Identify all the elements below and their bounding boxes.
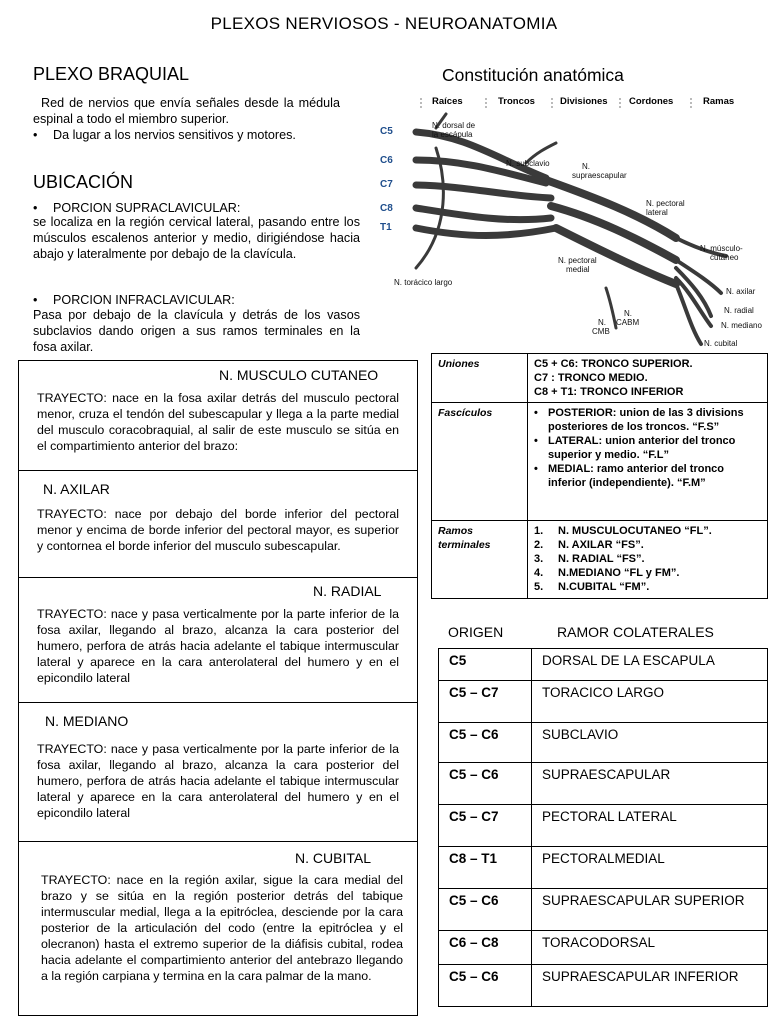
root-t1: T1 — [380, 222, 392, 233]
musculo-name: N. MUSCULO CUTANEO — [219, 367, 379, 383]
label-musculo-2: cutáneo — [710, 253, 739, 262]
label-cmb-2: CMB — [592, 327, 610, 336]
ramo-2: 2. N. AXILAR “FS”. — [534, 539, 644, 551]
label-mediano: N. mediano — [721, 321, 762, 330]
root-c8: C8 — [380, 203, 393, 214]
label-dorsal-2: la escápula — [432, 130, 473, 139]
label-supra-2: supraescapular — [572, 171, 627, 180]
col-troncos: Troncos — [498, 96, 535, 107]
ramo-5: 5. N.CUBITAL “FM”. — [534, 581, 650, 593]
ramos-label: Ramos terminales — [432, 521, 528, 599]
fasciculo-1: • POSTERIOR: union de las 3 divisions posteriores de los troncos. “F.S” — [534, 407, 744, 433]
box-cubital — [18, 842, 418, 1016]
mediano-name: N. MEDIANO — [45, 713, 129, 729]
union-1: C5 + C6: TRONCO SUPERIOR. — [534, 358, 693, 370]
row-ramos — [432, 521, 768, 599]
label-pect-med-1: N. pectoral — [558, 256, 597, 265]
label-axilar: N. axilar — [726, 287, 756, 296]
label-supra-1: N. — [582, 162, 590, 171]
col-ramas: Ramas — [703, 96, 735, 107]
col-divisiones: Divisiones — [560, 96, 608, 107]
infra-title: PORCION INFRACLAVICULAR: — [53, 293, 235, 307]
box-radial — [18, 577, 418, 703]
root-c5: C5 — [380, 126, 393, 137]
ramos-values — [528, 521, 768, 599]
musculo-text: TRAYECTO: nace en la fosa axilar detrás del musculo pectoral menor, cruza el tendón del subescapular y llega a la parte medial del musculo coracobraquial, al salir de este musculo se sitúa en el compartimiento anterior del brazo: — [37, 391, 399, 453]
fasciculos-values — [528, 403, 768, 521]
cubital-text: TRAYECTO: nace en la región axilar, sigue la cara medial del brazo y se sitúa en la región posterior detrás del tabique intermuscular medial, llega a la epitróclea, desciende por la cara posterior de la articulación del codo (entre la epitróclea y el olecranon) hasta el extremo superior de la diáfisis cubital, rodea hacia adelante el compartimiento anterior del antebrazo llegando a la región carpiana y termina en la cara palmar de la mano. — [41, 873, 403, 983]
box-musculo-cutaneo — [18, 360, 418, 471]
ramos-colaterales-table — [438, 648, 768, 1007]
col-cordones: Cordones — [629, 96, 674, 107]
label-subclavio: N. subclavio — [506, 159, 550, 168]
table-row: C5 – C6 SUPRAESCAPULAR INFERIOR — [439, 965, 768, 1007]
ramo-4: 4. N.MEDIANO “FL y FM”. — [534, 567, 680, 579]
supra-text: se localiza en la región cervical lateral, pasando entre los músculos escalenos anterior y medio, dirigiéndose hacia abajo y lateralmente por debajo de la clavícula. — [33, 215, 360, 261]
label-cabm-2: CABM — [616, 318, 640, 327]
plexo-bullet — [33, 127, 340, 143]
union-3: C8 + T1: TRONCO INFERIOR — [534, 386, 684, 398]
label-dorsal-1: N. dorsal de — [432, 121, 476, 130]
nerve-c7 — [416, 185, 551, 198]
plexo-intro: Red de nervios que envía señales desde la médula espinal a todo el miembro superior. — [33, 96, 340, 126]
box-mediano — [18, 702, 418, 842]
box-axilar — [18, 471, 418, 578]
brachial-plexus-diagram — [376, 88, 768, 348]
root-c7: C7 — [380, 179, 393, 190]
table-row: C5 – C7 PECTORAL LATERAL — [439, 805, 768, 847]
cubital-name: N. CUBITAL — [295, 850, 371, 866]
union-2: C7 : TRONCO MEDIO. — [534, 372, 648, 384]
table-row: C8 – T1 PECTORALMEDIAL — [439, 847, 768, 889]
mediano-text: TRAYECTO: nace y pasa verticalmente por la parte inferior de la fosa axilar, llegando al brazo, alcanza la cara posterior del humero, perfora de atrás hacia adelante el tabique intermuscular lateral y aparece en la cara anterolateral del humero y en el epicondilo lateral — [37, 742, 399, 820]
axilar-text: TRAYECTO: nace por debajo del borde inferior del pectoral menor y encima de borde inferior del pectoral mayor, es superior y contornea el borde inferior del musculo subescapular. — [37, 507, 399, 553]
label-pect-lat-2: lateral — [646, 208, 668, 217]
row-uniones — [432, 354, 768, 403]
label-cmb-1: N. — [598, 318, 606, 327]
ramo-3: 3. N. RADIAL “FS”. — [534, 553, 645, 565]
table-row: C5 – C6 SUPRAESCAPULAR — [439, 763, 768, 805]
uniones-label: Uniones — [432, 354, 528, 403]
diagram-heading: Constitución anatómica — [442, 65, 624, 85]
fasciculo-3: • MEDIAL: ramo anterior del tronco inferior (independiente). “F.M” — [534, 463, 725, 489]
infra-title-row — [33, 292, 360, 308]
page-title: PLEXOS NERVIOSOS - NEUROANATOMIA — [210, 14, 558, 33]
radial-text: TRAYECTO: nace y pasa verticalmente por la parte inferior de la fosa axilar, llegando al brazo, alcanza la cara posterior del humero, perfora de atrás hacia adelante el tabique intermuscular lateral y aparece en la cara anterolateral del humero y en el epicondilo lateral — [37, 607, 399, 685]
radial-name: N. RADIAL — [313, 583, 382, 599]
table-row: C5 DORSAL DE LA ESCAPULA — [439, 649, 768, 681]
fasciculos-label: Fascículos — [432, 403, 528, 521]
nerve-c8 — [416, 208, 551, 220]
supra-title: PORCION SUPRACLAVICULAR: — [53, 201, 241, 215]
branch-cmb — [606, 288, 616, 328]
plexo-bullet-text: Da lugar a los nervios sensitivos y motores. — [53, 128, 296, 142]
table-row: C5 – C6 SUBCLAVIO — [439, 723, 768, 763]
bullet-dot: • — [33, 201, 38, 215]
bullet-dot: • — [33, 293, 38, 307]
table-row: C5 – C7 TORACICO LARGO — [439, 681, 768, 723]
bullet-dot: • — [33, 128, 38, 142]
label-radial: N. radial — [724, 306, 754, 315]
table-row: C6 – C8 TORACODORSAL — [439, 931, 768, 965]
table-row: C5 – C6 SUPRAESCAPULAR SUPERIOR — [439, 889, 768, 931]
label-cubital: N. cubital — [704, 339, 738, 348]
ubicacion-heading: UBICACIÓN — [33, 172, 134, 192]
label-cabm-1: N. — [624, 309, 632, 318]
row-fasciculos — [432, 403, 768, 521]
label-pect-med-2: medial — [566, 265, 590, 274]
label-musculo-1: N. músculo- — [700, 244, 743, 253]
infra-text: Pasa por debajo de la clavícula y detrás de los vasos subclavios dando origen a sus ramos terminales en la fosa axilar. — [33, 308, 360, 354]
ramos-colaterales-header: RAMOR COLATERALES — [557, 624, 714, 640]
root-c6: C6 — [380, 155, 393, 166]
axilar-name: N. AXILAR — [43, 481, 110, 497]
plexus-summary-table — [431, 353, 768, 599]
uniones-values — [528, 354, 768, 403]
label-pect-lat-1: N. pectoral — [646, 199, 685, 208]
fasciculo-2: • LATERAL: union anterior del tronco superior y medio. “F.L” — [534, 435, 736, 461]
ramo-1: 1. N. MUSCULOCUTANEO “FL”. — [534, 525, 712, 537]
label-toracico: N. torácico largo — [394, 278, 453, 287]
origen-header: ORIGEN — [448, 624, 504, 640]
col-raices: Raíces — [432, 96, 463, 107]
plexo-heading: PLEXO BRAQUIAL — [33, 64, 190, 84]
